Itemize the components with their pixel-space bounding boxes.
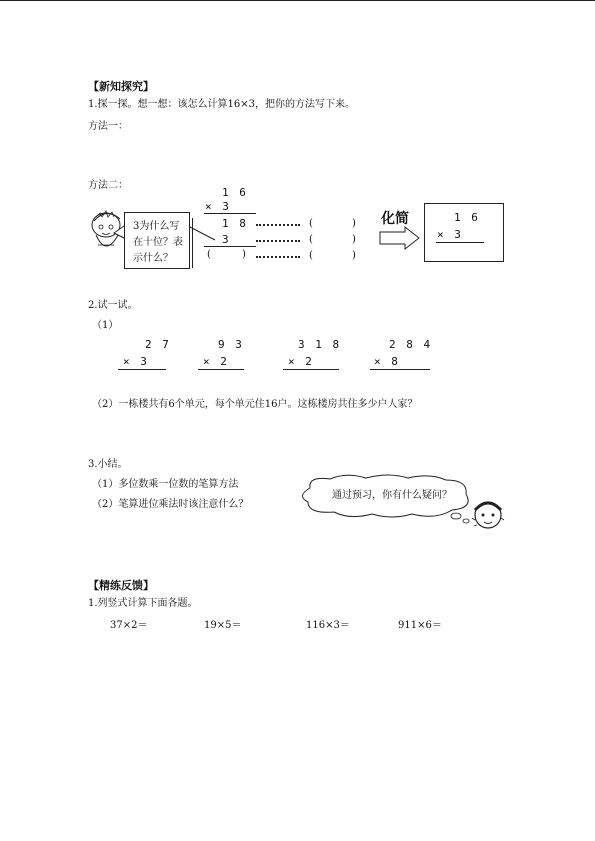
- dotted-leader-2: [256, 240, 300, 242]
- exercise-4: 911×6＝: [398, 620, 442, 631]
- method-one-label: 方法一：: [88, 121, 128, 132]
- problem-3-top: 3 1 8: [298, 338, 342, 351]
- simplified-multiplier: × 3: [437, 228, 463, 241]
- partial-paren-close: ): [242, 249, 246, 260]
- problem-4-bottom: × 8: [374, 355, 400, 368]
- section-heading-practice: 【精练反馈】: [88, 579, 154, 592]
- simplified-top-number: 1 6: [454, 211, 480, 224]
- problem-1-rule: [118, 369, 166, 370]
- answer-paren-open-1: (: [309, 218, 313, 229]
- bubble-text-line1: 3为什么写: [133, 221, 180, 232]
- diagram-rule-1: [204, 213, 256, 214]
- speech-bubble-tail: [114, 226, 126, 240]
- diagram-rule-2: [204, 246, 256, 247]
- question-2: 2.试一试。: [88, 300, 138, 311]
- exercise-1: 37×2＝: [110, 620, 148, 631]
- thinking-face-icon: [470, 498, 506, 532]
- summary-item-1: （1）多位数乘一位数的笔算方法: [92, 479, 239, 490]
- simplify-label: 化简: [381, 211, 409, 227]
- dotted-leader-1: [256, 224, 300, 226]
- problem-1-top: 2 7: [145, 338, 171, 351]
- problem-3-bottom: × 2: [288, 355, 314, 368]
- answer-paren-open-2: (: [309, 234, 313, 245]
- sub-question-1: （1）: [92, 320, 119, 331]
- method-two-label: 方法二：: [88, 180, 128, 191]
- answer-paren-open-3: (: [309, 250, 313, 261]
- sub-question-2: （2）一栋楼共有6个单元，每个单元住16户。这栋楼房共住多少户人家？: [92, 399, 418, 410]
- question-1: 1.探一探。想一想：该怎么计算16×3，把你的方法写下来。: [88, 99, 356, 110]
- bracket-line: [192, 218, 193, 268]
- right-arrow-icon: [379, 226, 421, 250]
- partial-paren-open: (: [207, 249, 211, 260]
- summary-item-2: （2）笔算进位乘法时该注意什么？: [92, 499, 249, 510]
- diagram-multiplier: × 3: [205, 200, 231, 213]
- answer-paren-close-1: ): [352, 218, 356, 229]
- exercise-3: 116×3＝: [306, 620, 350, 631]
- answer-paren-close-2: ): [352, 234, 356, 245]
- dotted-leader-3: [256, 256, 300, 258]
- practice-question-1: 1.列竖式计算下面各题。: [88, 598, 198, 609]
- problem-4-rule: [370, 369, 430, 370]
- simplified-rule: [436, 242, 484, 243]
- bubble-text-line3: 示什么？: [133, 253, 173, 264]
- problem-1-bottom: × 3: [123, 355, 149, 368]
- bubble-text-line2: 在十位？表: [133, 237, 183, 248]
- problem-2-bottom: × 2: [203, 355, 229, 368]
- problem-2-rule: [198, 369, 244, 370]
- problem-3-rule: [283, 369, 339, 370]
- pointer-lines: [190, 215, 220, 275]
- top-border: [0, 0, 595, 1]
- partial-product-2: 3: [222, 233, 231, 246]
- problem-4-top: 2 8 4: [389, 338, 433, 351]
- answer-paren-close-3: ): [352, 250, 356, 261]
- problem-2-top: 9 3: [218, 338, 244, 351]
- cloud-text: 通过预习，你有什么疑问？: [332, 490, 452, 501]
- partial-product-1: 1 8: [222, 217, 248, 230]
- question-3: 3.小结。: [88, 459, 128, 470]
- exercise-2: 19×5＝: [204, 620, 242, 631]
- section-heading-new-knowledge: 【新知探究】: [88, 80, 154, 93]
- diagram-top-number: 1 6: [222, 186, 248, 199]
